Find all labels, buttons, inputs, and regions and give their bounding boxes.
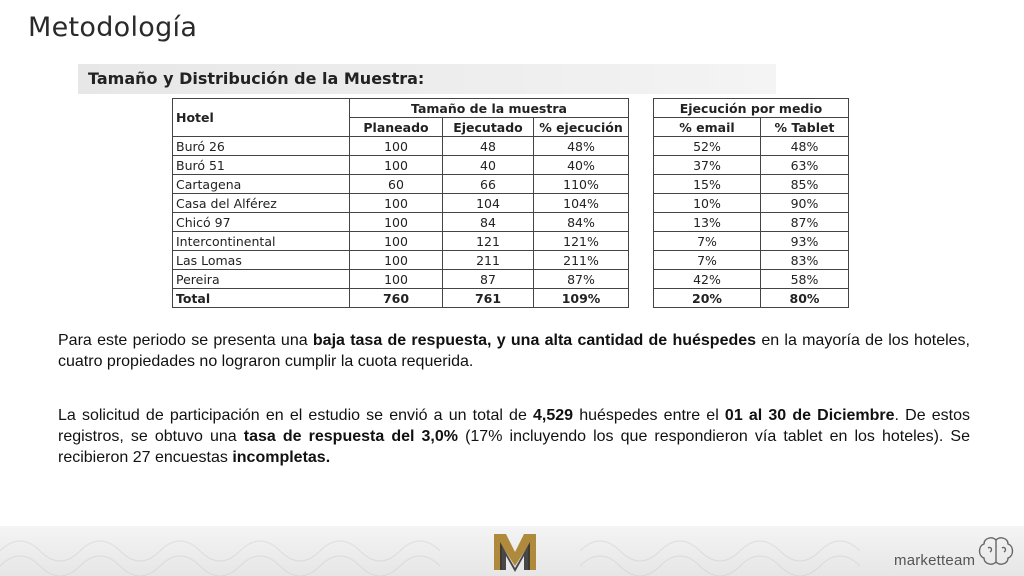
table-row — [173, 137, 849, 156]
pct-ejecucion-cell: 211% — [534, 251, 629, 270]
hotel-header: Hotel — [173, 99, 350, 137]
ejecutado-cell: 211 — [443, 251, 534, 270]
paragraph-text: huéspedes entre el — [573, 407, 725, 424]
table-row — [173, 213, 849, 232]
col-ejecutado-header: Ejecutado — [443, 118, 534, 137]
brain-icon — [976, 534, 1016, 568]
pct-tablet-cell: 93% — [761, 232, 849, 251]
paragraph-bold-text: 01 al 30 de Diciembre — [724, 407, 895, 424]
paragraph-text: (17% incluyendo los que respondieron vía tablet en los hoteles). Se recibieron 27 encuestas — [58, 428, 971, 466]
pct-email-cell: 7% — [654, 232, 761, 251]
hotel-cell: Chicó 97 — [173, 213, 350, 232]
planeado-cell: 100 — [350, 137, 443, 156]
pct-tablet-cell: 63% — [761, 156, 849, 175]
page-title: Metodología — [28, 12, 198, 43]
hotel-cell: Intercontinental — [173, 232, 350, 251]
total-planeado-cell: 760 — [350, 289, 443, 308]
mm-logo-icon — [490, 530, 540, 574]
ejecutado-cell: 66 — [443, 175, 534, 194]
hotel-cell: Buró 26 — [173, 137, 350, 156]
table-row — [173, 251, 849, 270]
summary-paragraph-2 — [58, 405, 970, 468]
total-row — [173, 289, 849, 308]
col-pct-tablet-header: % Tablet — [761, 118, 849, 137]
pct-tablet-cell: 90% — [761, 194, 849, 213]
paragraph-bold-text: tasa de respuesta del 3,0% — [243, 428, 458, 445]
ejecutado-cell: 104 — [443, 194, 534, 213]
planeado-cell: 100 — [350, 213, 443, 232]
paragraph-text: . De estos registros, se obtuvo una — [58, 407, 971, 445]
page-subtitle: Tamaño y Distribución de la Muestra: — [88, 69, 425, 88]
ejecutado-cell: 121 — [443, 232, 534, 251]
pct-tablet-cell: 85% — [761, 175, 849, 194]
total-ejecutado-cell: 761 — [443, 289, 534, 308]
planeado-cell: 100 — [350, 156, 443, 175]
group-execution-header: Ejecución por medio — [654, 99, 849, 118]
total-pct-tablet-cell: 80% — [761, 289, 849, 308]
sample-table — [172, 98, 849, 308]
pct-email-cell: 37% — [654, 156, 761, 175]
pct-ejecucion-cell: 87% — [534, 270, 629, 289]
pct-ejecucion-cell: 84% — [534, 213, 629, 232]
summary-paragraph-1 — [58, 330, 970, 372]
pct-email-cell: 52% — [654, 137, 761, 156]
pct-ejecucion-cell: 121% — [534, 232, 629, 251]
pct-ejecucion-cell: 110% — [534, 175, 629, 194]
paragraph-text: Para este periodo se presenta una — [58, 332, 313, 349]
total-label-cell: Total — [173, 289, 350, 308]
ejecutado-cell: 87 — [443, 270, 534, 289]
brand-wordmark: marketteam — [894, 552, 976, 569]
pct-ejecucion-cell: 104% — [534, 194, 629, 213]
ejecutado-cell: 84 — [443, 213, 534, 232]
col-pct-email-header: % email — [654, 118, 761, 137]
ejecutado-cell: 48 — [443, 137, 534, 156]
ejecutado-cell: 40 — [443, 156, 534, 175]
pct-email-cell: 15% — [654, 175, 761, 194]
table-row — [173, 194, 849, 213]
hotel-cell: Cartagena — [173, 175, 350, 194]
pct-ejecucion-cell: 48% — [534, 137, 629, 156]
pct-tablet-cell: 83% — [761, 251, 849, 270]
paragraph-text: en la mayoría de los hoteles, cuatro propiedades no lograron cumplir la cuota requerida. — [58, 332, 971, 370]
planeado-cell: 100 — [350, 232, 443, 251]
total-pct-ejecucion-cell: 109% — [534, 289, 629, 308]
planeado-cell: 60 — [350, 175, 443, 194]
pct-tablet-cell: 58% — [761, 270, 849, 289]
total-pct-email-cell: 20% — [654, 289, 761, 308]
col-pct-ejecucion-header: % ejecución — [534, 118, 629, 137]
hotel-cell: Pereira — [173, 270, 350, 289]
pct-tablet-cell: 48% — [761, 137, 849, 156]
planeado-cell: 100 — [350, 270, 443, 289]
paragraph-bold-text: baja tasa de respuesta, y una alta cantidad de huéspedes — [312, 332, 757, 349]
pct-email-cell: 10% — [654, 194, 761, 213]
table-row — [173, 270, 849, 289]
table-row — [173, 232, 849, 251]
hotel-cell: Las Lomas — [173, 251, 350, 270]
table-row — [173, 175, 849, 194]
paragraph-bold-text: 4,529 — [533, 407, 574, 424]
group-sample-size-header: Tamaño de la muestra — [350, 99, 629, 118]
pct-ejecucion-cell: 40% — [534, 156, 629, 175]
planeado-cell: 100 — [350, 194, 443, 213]
pct-email-cell: 13% — [654, 213, 761, 232]
table-row — [173, 156, 849, 175]
hotel-cell: Buró 51 — [173, 156, 350, 175]
paragraph-bold-text: incompletas. — [232, 449, 331, 466]
pct-tablet-cell: 87% — [761, 213, 849, 232]
col-planeado-header: Planeado — [350, 118, 443, 137]
pct-email-cell: 42% — [654, 270, 761, 289]
column-gap — [629, 99, 654, 137]
hotel-cell: Casa del Alférez — [173, 194, 350, 213]
pct-email-cell: 7% — [654, 251, 761, 270]
planeado-cell: 100 — [350, 251, 443, 270]
paragraph-text: La solicitud de participación en el estudio se envió a un total de — [58, 407, 534, 424]
